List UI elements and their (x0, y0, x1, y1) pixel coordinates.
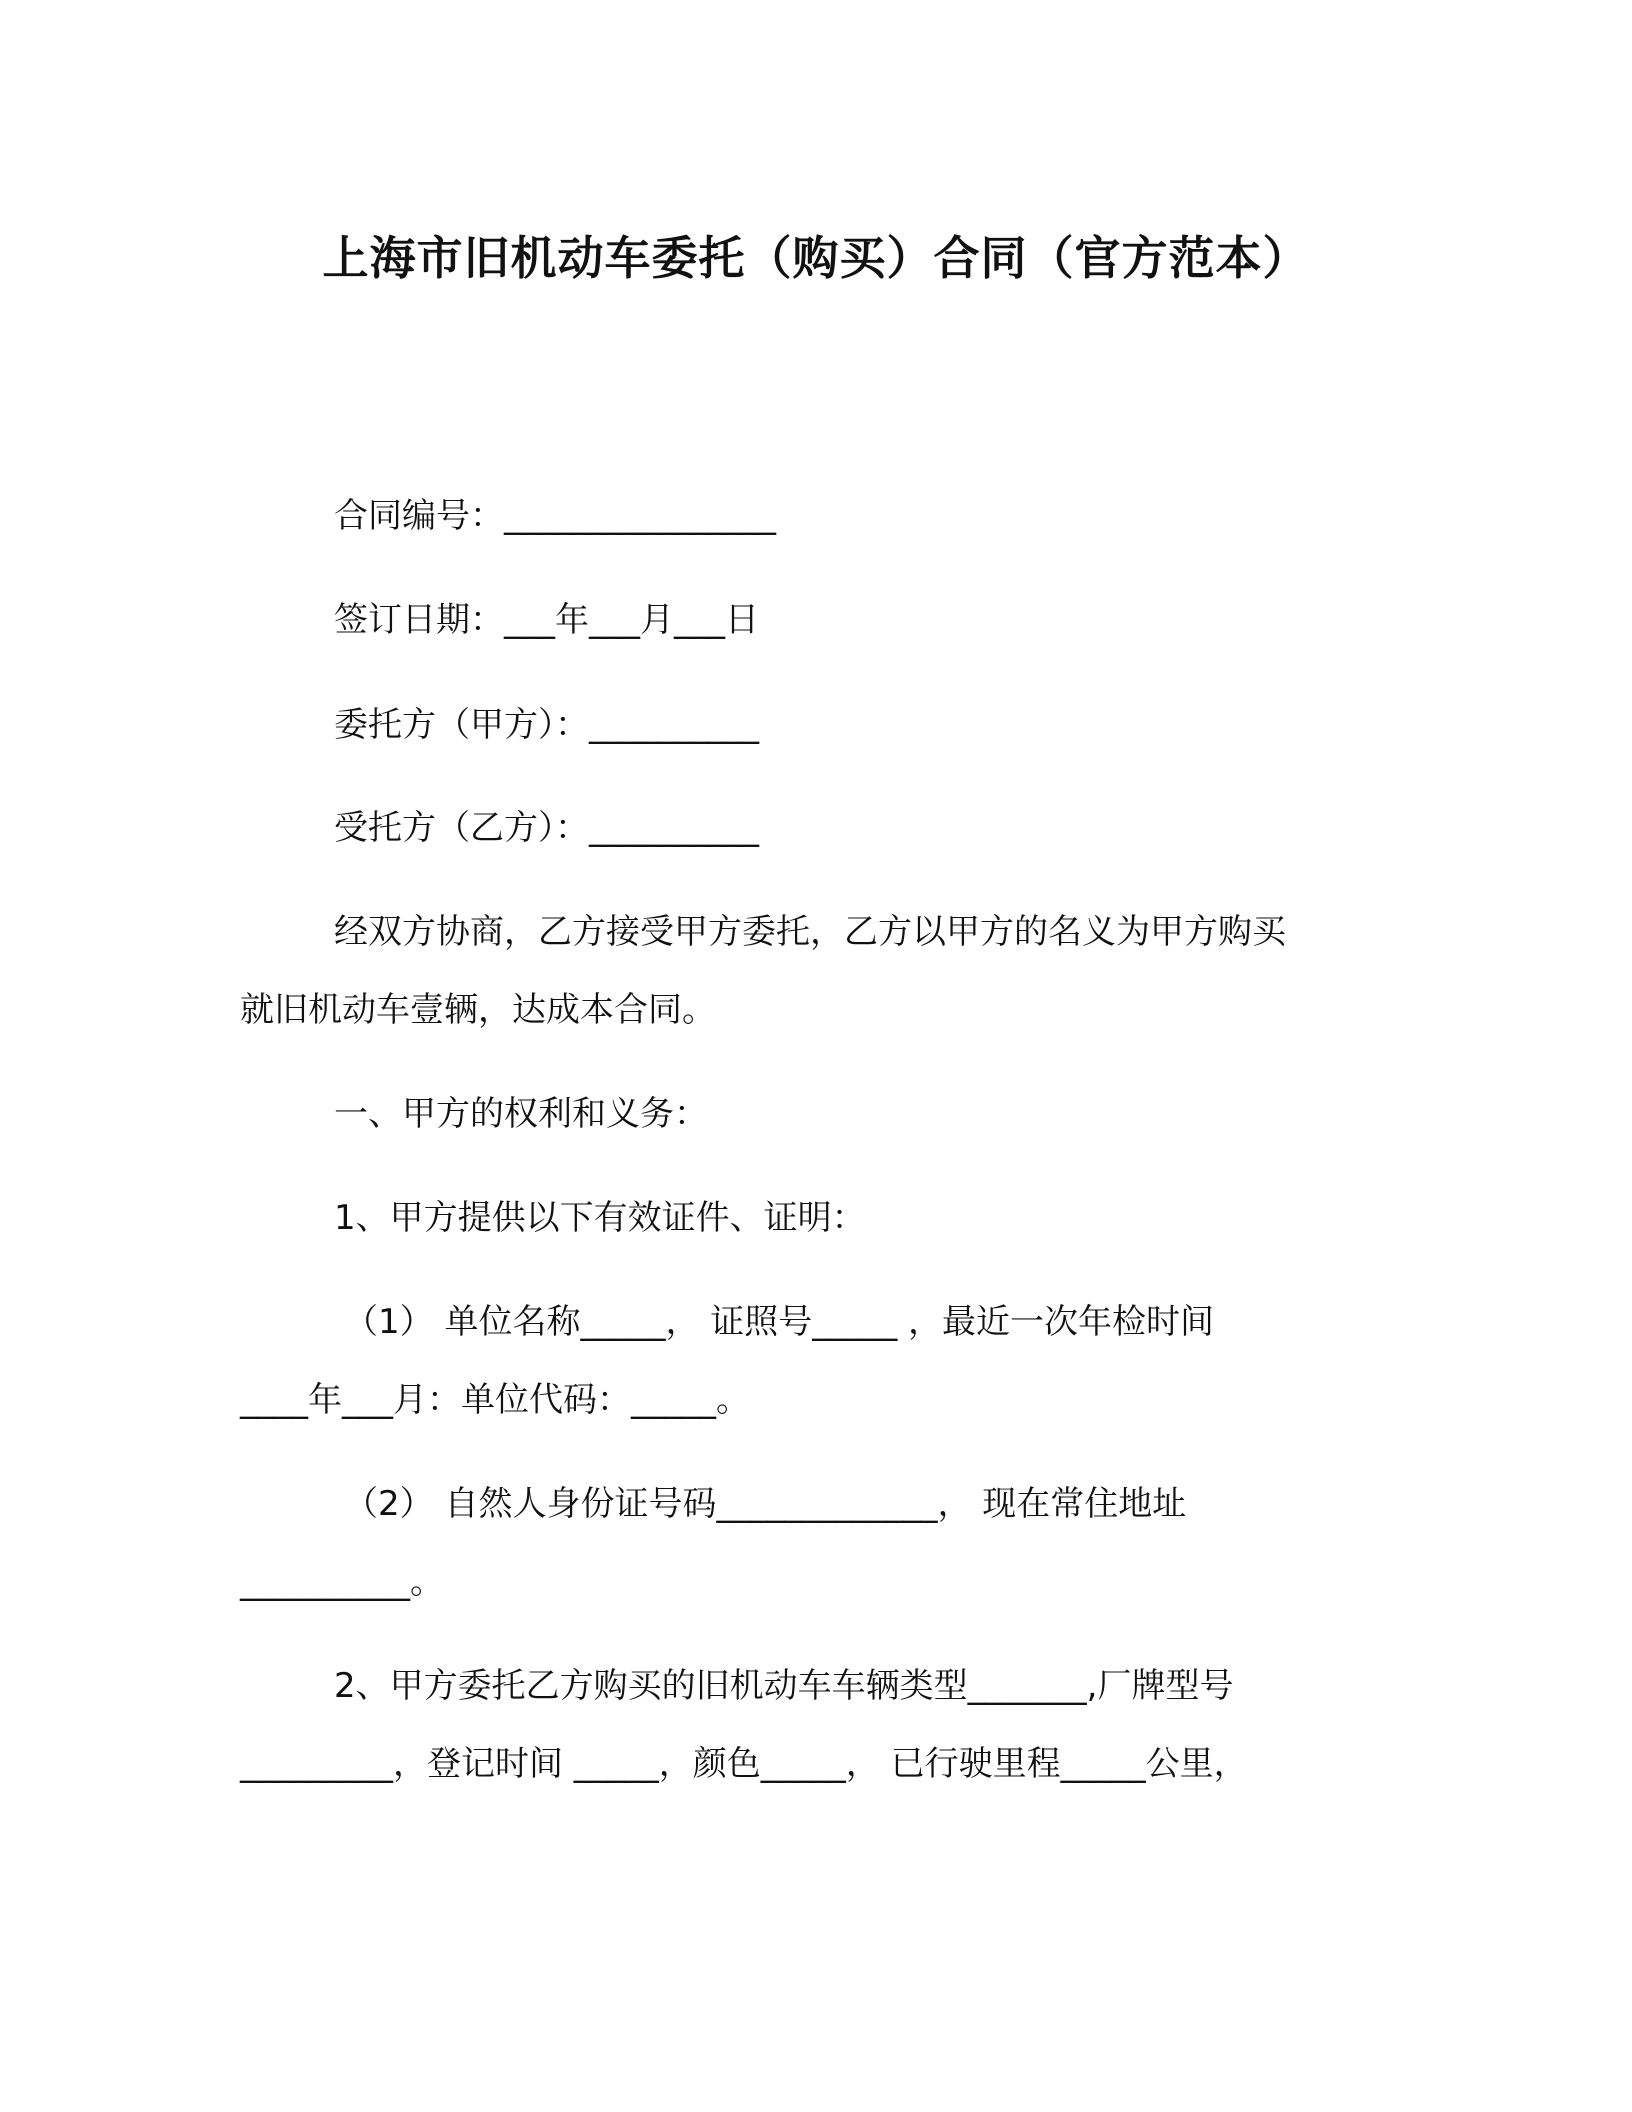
section-1-item-2-line-2: _________，登记时间 _____，颜色_____， 已行驶里程_____公里， (240, 1744, 1248, 1784)
section-1-item-2-line-1: 2、甲方委托乙方购买的旧机动车车辆类型_______,厂牌型号 (334, 1666, 1234, 1706)
contract-number-field: 合同编号：________________ (334, 496, 776, 536)
sub-item-1-line-2: ____年___月：单位代码：_____。 (240, 1380, 750, 1420)
party-a-field: 委托方（甲方）：__________ (334, 705, 759, 745)
section-1-item-1: 1、甲方提供以下有效证件、证明： (334, 1198, 866, 1238)
sub-item-2-line-2: __________。 (240, 1562, 444, 1602)
section-1-heading: 一、甲方的权利和义务： (334, 1094, 708, 1134)
party-b-field: 受托方（乙方）：__________ (334, 808, 759, 848)
sub-item-2-line-1: （2） 自然人身份证号码_____________， 现在常住地址 (344, 1484, 1187, 1524)
document-title: 上海市旧机动车委托（购买）合同（官方范本） (322, 231, 1310, 285)
sub-item-1-line-1: （1） 单位名称_____， 证照号_____ ，最近一次年检时间 (344, 1302, 1215, 1342)
preamble-line-1: 经双方协商，乙方接受甲方委托，乙方以甲方的名义为甲方购买 (334, 912, 1286, 952)
preamble-line-2: 就旧机动车壹辆，达成本合同。 (240, 990, 716, 1030)
sign-date-field: 签订日期：___年___月___日 (334, 600, 759, 640)
